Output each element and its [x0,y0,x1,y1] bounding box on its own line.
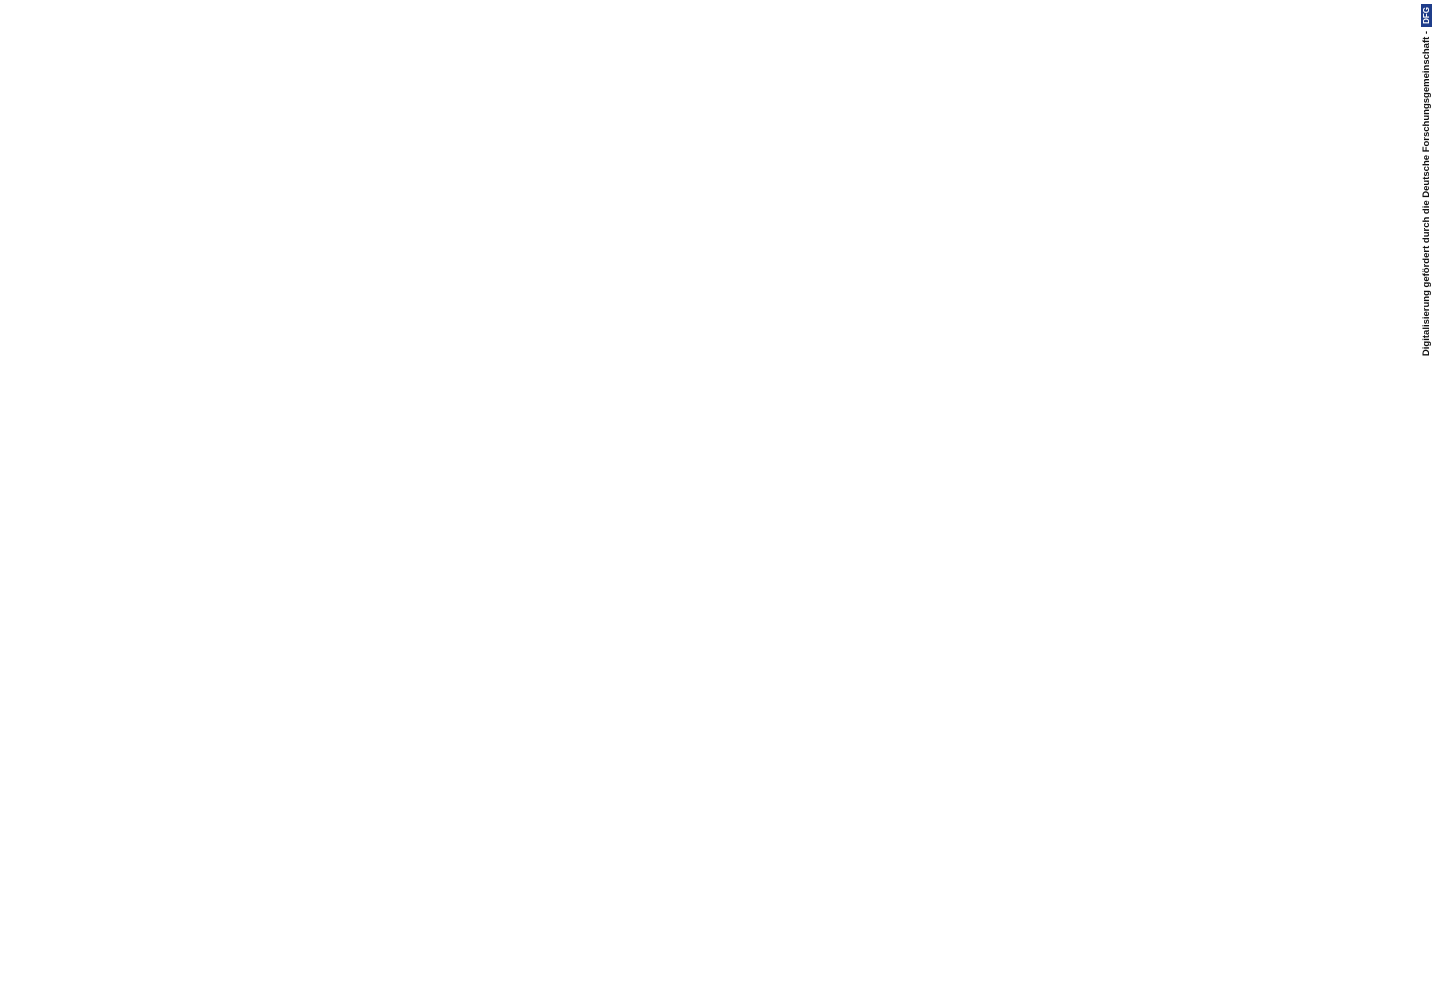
digitization-credit [1418,4,1434,404]
dfg-logo: DFG [1421,4,1432,27]
credit-text: Digitalisierung gefördert durch die Deutsche Forschungsgemeinschaft - [1420,30,1432,357]
credit-line [1418,4,1434,404]
